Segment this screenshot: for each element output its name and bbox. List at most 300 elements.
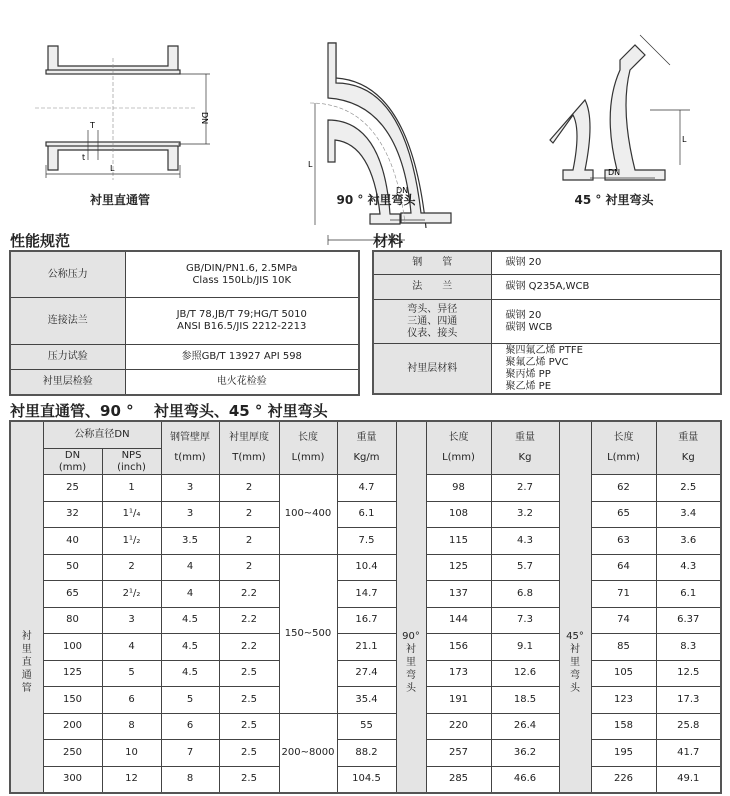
wall-header-text: t(mm) [174, 452, 206, 463]
material-part [373, 344, 491, 395]
dn-cell [43, 634, 102, 661]
dn-cell [43, 501, 102, 528]
spec-label-text: 公称压力 [47, 268, 88, 280]
weight-per-meter-cell-text: 27.4 [355, 667, 378, 679]
nps-cell-text: 10 [125, 746, 138, 758]
elbow-45-weight-cell-text: 41.7 [677, 746, 700, 758]
straight-pipe-caption: 衬里直通管 [89, 193, 150, 207]
weight-per-meter-cell-text: 7.5 [358, 534, 375, 546]
elbow-45-length-cell [591, 581, 656, 608]
elbow-45-group-label [559, 421, 591, 793]
elbow-45-drawing [530, 30, 710, 190]
elbow-45-weight-cell [656, 501, 721, 528]
elbow-90-weight-cell [491, 607, 559, 634]
length-header [279, 421, 337, 475]
dn-dimension-label: DN [608, 168, 621, 177]
elbow-90-weight-cell [491, 713, 559, 740]
elbow-90-length-cell-text: 108 [448, 508, 469, 520]
elbow-45-weight-cell [656, 607, 721, 634]
elbow-90-weight-cell [491, 581, 559, 608]
elbow-90-weight-cell-text: 26.4 [513, 720, 537, 732]
dn-cell-text: 100 [62, 640, 83, 652]
wall-thickness-cell-text: 4 [186, 561, 194, 573]
spec-value-text: 参照GB/T 13927 API 598 [181, 351, 302, 362]
elbow-45-length-cell [591, 740, 656, 767]
material-part [373, 251, 491, 275]
wall-header-text: 钢管壁厚 [170, 432, 210, 443]
elbow-45-length-cell [591, 687, 656, 714]
elbow-45-weight-cell-text: 12.5 [677, 667, 700, 679]
weight-per-meter-cell [337, 554, 396, 581]
lining-thickness-cell [219, 687, 279, 714]
elbow-45-length-cell-text: 64 [617, 561, 630, 573]
elbow-90-group-label [396, 421, 426, 793]
dn-cell-text: 50 [66, 561, 79, 573]
elbow-90-weight-cell-text: 6.8 [517, 587, 533, 599]
table-row [10, 660, 721, 687]
e45-weight-header-text: 重量 [678, 432, 699, 443]
material-value [491, 344, 721, 395]
elbow-90-group-label-text: 里 [406, 656, 416, 668]
weight-per-meter-cell-text: 21.1 [355, 640, 378, 652]
spec-value [125, 298, 359, 345]
nps-header [102, 449, 161, 475]
lining-thickness-cell-text: 2.2 [241, 614, 257, 626]
length-range-cell [279, 475, 337, 555]
performance-row [10, 345, 359, 370]
elbow-90-weight-cell [491, 660, 559, 687]
wall-thickness-cell [161, 766, 219, 793]
wall-thickness-cell [161, 687, 219, 714]
lining-header-text: 衬里厚度 [229, 432, 269, 443]
weight-header [337, 421, 396, 475]
weight-per-meter-cell [337, 713, 396, 740]
elbow-90-weight-cell-text: 4.3 [517, 534, 533, 546]
nps-cell [102, 634, 161, 661]
wall-thickness-cell-text: 4.5 [182, 667, 198, 679]
dn-dimension-label: DN [396, 186, 409, 195]
spec-value [125, 345, 359, 370]
wall-thickness-cell-text: 3 [186, 508, 194, 520]
dn-header-text: DN [64, 449, 81, 461]
wall-thickness-cell [161, 501, 219, 528]
elbow-90-weight-cell [491, 740, 559, 767]
elbow-90-weight-cell-text: 3.2 [517, 508, 533, 520]
spec-value-text: ANSI B16.5/JIS 2212-2213 [177, 321, 307, 332]
elbow-90-length-cell [426, 660, 491, 687]
elbow-90-length-cell-text: 173 [448, 667, 469, 679]
spec-label [10, 370, 125, 396]
material-part-text: 三通、四通 [407, 315, 458, 327]
elbow-45-weight-cell [656, 687, 721, 714]
dn-cell-text: 300 [62, 773, 83, 785]
weight-per-meter-cell [337, 766, 396, 793]
elbow-90-drawing [300, 25, 460, 195]
table-row [10, 740, 721, 767]
material-part [373, 300, 491, 344]
straight-pipe-group-label-text: 直 [21, 656, 32, 668]
dimensions-table [9, 420, 722, 794]
elbow-90-length-cell [426, 607, 491, 634]
elbow-90-length-cell [426, 501, 491, 528]
table-row [10, 581, 721, 608]
elbow-90-weight-cell [491, 554, 559, 581]
header-row [10, 421, 721, 449]
table-row [10, 475, 721, 502]
wall-thickness-cell [161, 713, 219, 740]
lining-header [219, 421, 279, 475]
nps-header-text: NPS [121, 449, 142, 461]
spec-value-text: Class 150Lb/JIS 10K [192, 274, 292, 286]
weight-per-meter-cell [337, 501, 396, 528]
weight-per-meter-cell-text: 88.2 [355, 746, 378, 758]
elbow-90-weight-cell-text: 9.1 [517, 640, 533, 652]
straight-pipe-group-label-text: 衬 [21, 630, 32, 642]
e90-length-header-text: L(mm) [442, 452, 475, 463]
elbow-45-weight-cell [656, 475, 721, 502]
elbow-45-weight-cell-text: 8.3 [680, 640, 697, 652]
weight-per-meter-cell [337, 528, 396, 555]
weight-per-meter-cell-text: 35.4 [355, 693, 378, 705]
length-header-text: 长度 [298, 432, 318, 443]
wall-thickness-cell-text: 3.5 [182, 534, 198, 546]
weight-header-text: Kg/m [353, 452, 380, 463]
dn-cell-text: 80 [66, 614, 79, 626]
wall-thickness-cell-text: 6 [186, 720, 194, 732]
materials-row [373, 300, 721, 344]
wall-thickness-cell [161, 581, 219, 608]
weight-per-meter-cell-text: 14.7 [355, 587, 378, 599]
length-range-cell-text: 200~8000 [281, 746, 335, 758]
lining-thickness-cell [219, 660, 279, 687]
materials-row [373, 275, 721, 300]
lining-thickness-cell [219, 475, 279, 502]
elbow-90-length-cell [426, 528, 491, 555]
lining-thickness-cell [219, 607, 279, 634]
length-range-cell [279, 713, 337, 793]
elbow-45-length-cell-text: 195 [613, 746, 634, 758]
weight-per-meter-cell-text: 4.7 [358, 481, 375, 493]
table-row [10, 713, 721, 740]
wall-thickness-cell-text: 4.5 [182, 614, 198, 626]
lining-thickness-label: T [90, 121, 95, 130]
dn-cell-text: 32 [66, 508, 79, 520]
elbow-45-weight-cell-text: 49.1 [677, 773, 700, 785]
elbow-90-length-cell [426, 713, 491, 740]
material-value-text: 碳钢 20 [505, 309, 542, 321]
dn-cell-text: 200 [62, 720, 83, 732]
elbow-45-length-cell-text: 62 [617, 481, 630, 493]
wall-thickness-cell [161, 554, 219, 581]
spec-value-text: GB/DIN/PN1.6, 2.5MPa [186, 262, 298, 274]
elbow-45-length-cell-text: 226 [613, 773, 634, 785]
spec-label [10, 345, 125, 370]
nps-cell-text: 2¹/₂ [122, 587, 141, 599]
weight-per-meter-cell [337, 634, 396, 661]
wall-thickness-label: t [82, 153, 86, 162]
elbow-90-length-cell [426, 581, 491, 608]
lining-thickness-cell-text: 2.5 [241, 667, 257, 679]
nps-cell-text: 12 [125, 773, 138, 785]
dimensions-heading: 衬里直通管、90 ° 衬里弯头、45 ° 衬里弯头 [10, 402, 328, 420]
wall-thickness-cell-text: 7 [186, 746, 194, 758]
elbow-45-weight-cell [656, 581, 721, 608]
elbow-45-group-label-text: 里 [570, 656, 580, 668]
wall-thickness-cell [161, 634, 219, 661]
nps-cell [102, 528, 161, 555]
dn-dimension-label: DN [200, 112, 209, 125]
lining-thickness-cell-text: 2.2 [241, 640, 257, 652]
e90-weight-header-text: 重量 [515, 432, 535, 443]
weight-per-meter-cell [337, 607, 396, 634]
weight-per-meter-cell [337, 687, 396, 714]
elbow-45-weight-cell [656, 660, 721, 687]
spec-value [125, 370, 359, 396]
e45-length-header [591, 421, 656, 475]
weight-header-text: 重量 [356, 432, 377, 443]
elbow-45-weight-cell-text: 6.1 [680, 587, 697, 599]
material-value-text: 聚氟乙烯 PVC [505, 356, 569, 368]
wall-thickness-cell [161, 740, 219, 767]
nps-cell [102, 766, 161, 793]
dn-cell [43, 554, 102, 581]
spec-value [125, 251, 359, 298]
dn-header [43, 449, 102, 475]
nominal-diameter-header [43, 421, 161, 449]
dn-cell-text: 125 [62, 667, 83, 679]
elbow-45-weight-cell-text: 6.37 [677, 614, 700, 626]
spec-label-text: 衬里层检验 [42, 376, 93, 387]
elbow-90-length-cell [426, 554, 491, 581]
elbow-90-group-label-text: 弯 [406, 669, 416, 681]
wall-thickness-cell-text: 8 [186, 773, 194, 785]
wall-thickness-cell-text: 4.5 [182, 640, 198, 652]
e90-weight-header [491, 421, 559, 475]
nps-cell [102, 581, 161, 608]
lining-thickness-cell [219, 634, 279, 661]
nps-cell-text: 2 [128, 561, 135, 573]
elbow-90-length-cell-text: 156 [448, 640, 469, 652]
material-value [491, 300, 721, 344]
elbow-90-caption: 90 ° 衬里弯头 [336, 193, 416, 207]
spec-label-text: 连接法兰 [47, 315, 88, 326]
elbow-90-group-label-text: 90° [402, 630, 420, 642]
nps-cell-text: 4 [128, 640, 135, 652]
lining-thickness-cell-text: 2.5 [241, 773, 257, 785]
elbow-45-length-cell-text: 123 [613, 693, 634, 705]
e90-weight-header-text: Kg [518, 452, 532, 463]
spec-label-text: 压力试验 [47, 351, 88, 362]
elbow-45-weight-cell-text: 3.4 [680, 508, 697, 520]
material-value-text: 聚四氟乙烯 PTFE [505, 344, 583, 356]
dn-cell-text: 25 [66, 481, 79, 493]
elbow-90-length-cell-text: 98 [452, 481, 465, 493]
elbow-45-weight-cell-text: 25.8 [677, 720, 700, 732]
lining-thickness-cell-text: 2.5 [241, 720, 257, 732]
elbow-45-weight-cell-text: 2.5 [680, 481, 697, 493]
elbow-90-weight-cell-text: 46.6 [513, 773, 537, 785]
elbow-90-weight-cell-text: 5.7 [517, 561, 533, 573]
material-part-text: 衬里层材料 [407, 362, 458, 374]
elbow-90-weight-cell [491, 766, 559, 793]
elbow-90-weight-cell [491, 501, 559, 528]
lining-thickness-cell-text: 2.2 [241, 587, 257, 599]
elbow-90-group-label-text: 头 [406, 682, 416, 694]
material-value [491, 251, 721, 275]
material-part-text: 钢 管 [412, 257, 453, 268]
material-part-text: 法 兰 [412, 281, 453, 292]
performance-row [10, 298, 359, 345]
elbow-90-weight-cell-text: 18.5 [513, 693, 537, 705]
length-range-cell-text: 100~400 [284, 508, 332, 520]
lining-thickness-cell [219, 581, 279, 608]
wall-thickness-cell [161, 607, 219, 634]
material-part [373, 275, 491, 300]
weight-per-meter-cell [337, 475, 396, 502]
material-value [491, 275, 721, 300]
elbow-45-length-cell [591, 660, 656, 687]
lining-thickness-cell [219, 766, 279, 793]
elbow-90-length-cell-text: 137 [448, 587, 469, 599]
e90-length-header [426, 421, 491, 475]
elbow-45-length-cell [591, 766, 656, 793]
elbow-90-length-cell [426, 687, 491, 714]
elbow-45-group-label-text: 45° [566, 630, 584, 642]
lining-thickness-cell [219, 528, 279, 555]
elbow-90-length-cell [426, 475, 491, 502]
straight-pipe-group-label [10, 421, 43, 793]
nps-cell-text: 1¹/₂ [122, 534, 141, 546]
e45-length-header-text: 长度 [613, 432, 634, 443]
length-label: L [682, 135, 687, 144]
nps-cell [102, 607, 161, 634]
table-row [10, 528, 721, 555]
elbow-90-weight-cell [491, 528, 559, 555]
length-header-text: L(mm) [291, 452, 325, 463]
elbow-45-length-cell-text: 71 [617, 587, 630, 599]
elbow-45-weight-cell-text: 4.3 [680, 561, 697, 573]
e45-length-header-text: L(mm) [607, 452, 640, 463]
table-row [10, 501, 721, 528]
straight-pipe-drawing [30, 40, 220, 180]
lining-thickness-cell [219, 501, 279, 528]
elbow-45-weight-cell-text: 17.3 [677, 693, 700, 705]
material-value-text: 碳钢 Q235A,WCB [505, 281, 590, 292]
spec-value-text: JB/T 78,JB/T 79;HG/T 5010 [176, 309, 307, 320]
elbow-90-length-cell-text: 144 [448, 614, 469, 626]
wall-thickness-cell-text: 4 [186, 587, 194, 599]
elbow-90-length-cell [426, 766, 491, 793]
weight-per-meter-cell [337, 581, 396, 608]
material-value-text: 碳钢 20 [505, 257, 542, 268]
material-part-text: 仪表、接头 [407, 327, 458, 339]
lining-thickness-cell [219, 554, 279, 581]
weight-per-meter-cell-text: 16.7 [355, 614, 378, 626]
elbow-45-weight-cell [656, 634, 721, 661]
elbow-90-length-cell-text: 285 [448, 773, 469, 785]
length-label: L [110, 164, 115, 173]
elbow-45-weight-cell [656, 554, 721, 581]
nominal-diameter-header-text: 公称直径DN [74, 429, 130, 440]
nps-cell-text: 5 [128, 667, 135, 679]
dn-cell [43, 581, 102, 608]
lining-thickness-cell [219, 713, 279, 740]
dn-cell-text: 40 [66, 534, 79, 546]
elbow-90-length-cell-text: 191 [448, 693, 469, 705]
performance-table [9, 250, 360, 396]
elbow-90-length-cell-text: 257 [448, 746, 469, 758]
elbow-45-length-cell-text: 74 [617, 614, 630, 626]
performance-row [10, 370, 359, 396]
nps-cell [102, 740, 161, 767]
wall-thickness-cell-text: 3 [186, 481, 194, 493]
material-value-text: 聚乙烯 PE [505, 380, 552, 392]
elbow-45-weight-cell-text: 3.6 [680, 534, 697, 546]
wall-thickness-cell [161, 660, 219, 687]
dn-cell-text: 250 [62, 746, 83, 758]
wall-thickness-cell-text: 5 [186, 693, 194, 705]
elbow-90-weight-cell-text: 12.6 [513, 667, 537, 679]
wall-thickness-cell [161, 475, 219, 502]
dn-cell-text: 150 [62, 693, 83, 705]
table-row [10, 554, 721, 581]
wall-thickness-cell [161, 528, 219, 555]
elbow-45-group-label-text: 衬 [570, 643, 580, 655]
dn-cell [43, 528, 102, 555]
nps-cell-text: 8 [128, 720, 135, 732]
lining-header-text: T(mm) [232, 452, 266, 463]
lining-thickness-cell-text: 2.5 [241, 746, 257, 758]
elbow-45-group-label-text: 弯 [570, 669, 580, 681]
elbow-90-weight-cell [491, 634, 559, 661]
nps-cell [102, 687, 161, 714]
dn-cell [43, 713, 102, 740]
spec-label [10, 251, 125, 298]
elbow-45-length-cell [591, 528, 656, 555]
elbow-45-weight-cell [656, 766, 721, 793]
elbow-45-length-cell [591, 634, 656, 661]
lining-thickness-cell-text: 2 [245, 481, 253, 493]
elbow-45-weight-cell [656, 528, 721, 555]
elbow-45-caption: 45 ° 衬里弯头 [574, 193, 654, 207]
spec-label [10, 298, 125, 345]
elbow-90-weight-cell-text: 2.7 [517, 481, 533, 493]
performance-row [10, 251, 359, 298]
performance-heading: 性能规范 [10, 232, 71, 250]
straight-pipe-group-label-text: 里 [21, 643, 32, 655]
elbow-90-length-cell-text: 115 [448, 534, 469, 546]
nps-cell-text: 3 [128, 614, 135, 626]
lining-thickness-cell-text: 2 [245, 534, 253, 546]
weight-per-meter-cell-text: 104.5 [352, 773, 381, 785]
material-part-text: 弯头、异径 [407, 303, 458, 315]
lining-thickness-cell [219, 740, 279, 767]
elbow-45-group-label-text: 头 [570, 682, 580, 694]
lining-thickness-cell-text: 2 [245, 508, 253, 520]
elbow-45-length-cell [591, 554, 656, 581]
dn-header-text: (mm) [58, 461, 87, 473]
e45-weight-header-text: Kg [681, 452, 695, 463]
elbow-90-weight-cell-text: 36.2 [513, 746, 537, 758]
weight-per-meter-cell [337, 740, 396, 767]
weight-per-meter-cell-text: 10.4 [355, 561, 378, 573]
nps-cell-text: 1¹/₄ [122, 508, 141, 520]
elbow-90-length-cell-text: 125 [448, 561, 469, 573]
elbow-45-length-cell [591, 713, 656, 740]
elbow-90-weight-cell-text: 7.3 [517, 614, 533, 626]
elbow-90-length-cell [426, 740, 491, 767]
table-row [10, 687, 721, 714]
